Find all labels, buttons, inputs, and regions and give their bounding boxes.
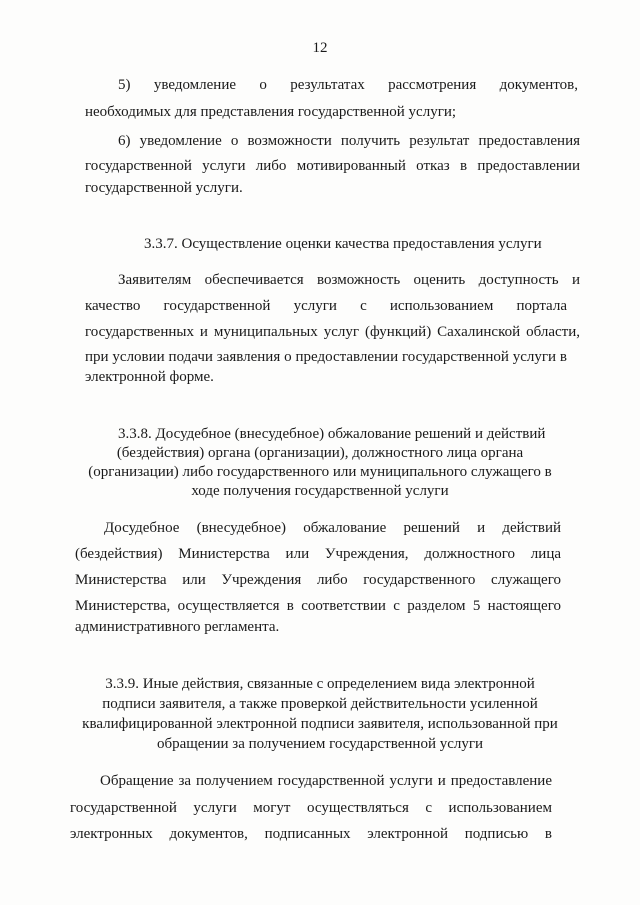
section-3-3-7-heading: 3.3.7. Осуществление оценки качества предоставления услуги xyxy=(144,236,542,252)
section-3-3-9-heading-line-2: подписи заявителя, а также проверкой действительности усиленной xyxy=(102,696,538,712)
list-item-5-line-1: 5) уведомление о результатах рассмотрения документов, xyxy=(118,77,578,93)
section-3-3-8-heading-line-3: (организации) либо государственного или муниципального служащего в xyxy=(88,464,552,480)
list-item-6-line-3: государственной услуги. xyxy=(85,180,243,196)
list-item-6-line-1: 6) уведомление о возможности получить результат предоставления xyxy=(118,133,580,149)
section-3-3-8-para-line-2: (бездействия) Министерства или Учреждения, должностного лица xyxy=(75,546,561,562)
section-3-3-8-para-line-1: Досудебное (внесудебное) обжалование решений и действий xyxy=(104,520,561,536)
section-3-3-9-heading-line-1: 3.3.9. Иные действия, связанные с определением вида электронной xyxy=(105,676,535,692)
section-3-3-9-heading-line-4: обращении за получением государственной услуги xyxy=(156,736,484,752)
section-3-3-9-para-line-3: электронных документов, подписанных электронной подписью в xyxy=(70,826,552,842)
page-number: 12 xyxy=(312,40,328,56)
section-3-3-7-para-line-1: Заявителям обеспечивается возможность оценить доступность и xyxy=(118,272,580,288)
section-3-3-7-para-line-4: при условии подачи заявления о предоставлении государственной услуги в xyxy=(85,349,567,365)
section-3-3-7-para-line-3: государственных и муниципальных услуг (функций) Сахалинской области, xyxy=(85,324,580,340)
section-3-3-8-heading-line-1: 3.3.8. Досудебное (внесудебное) обжалование решений и действий xyxy=(118,426,546,442)
section-3-3-8-para-line-3: Министерства или Учреждения либо государственного служащего xyxy=(75,572,561,588)
section-3-3-7-para-line-2: качество государственной услуги с использованием портала xyxy=(85,298,567,314)
section-3-3-8-para-line-4: Министерства, осуществляется в соответствии с разделом 5 настоящего xyxy=(75,598,561,614)
section-3-3-8-heading-line-4: ходе получения государственной услуги xyxy=(191,483,449,499)
list-item-6-line-2: государственной услуги либо мотивированный отказ в предоставлении xyxy=(85,158,580,174)
section-3-3-8-heading-line-2: (бездействия) органа (организации), должностного лица органа xyxy=(116,445,524,461)
section-3-3-9-para-line-2: государственной услуги могут осуществляться с использованием xyxy=(70,800,552,816)
list-item-5-line-2: необходимых для представления государственной услуги; xyxy=(85,104,457,120)
section-3-3-9-heading-line-3: квалифицированной электронной подписи заявителя, использованной при xyxy=(82,716,558,732)
section-3-3-9-para-line-1: Обращение за получением государственной услуги и предоставление xyxy=(100,773,552,789)
section-3-3-7-para-line-5: электронной форме. xyxy=(85,369,214,385)
section-3-3-8-para-line-5: административного регламента. xyxy=(75,619,280,635)
